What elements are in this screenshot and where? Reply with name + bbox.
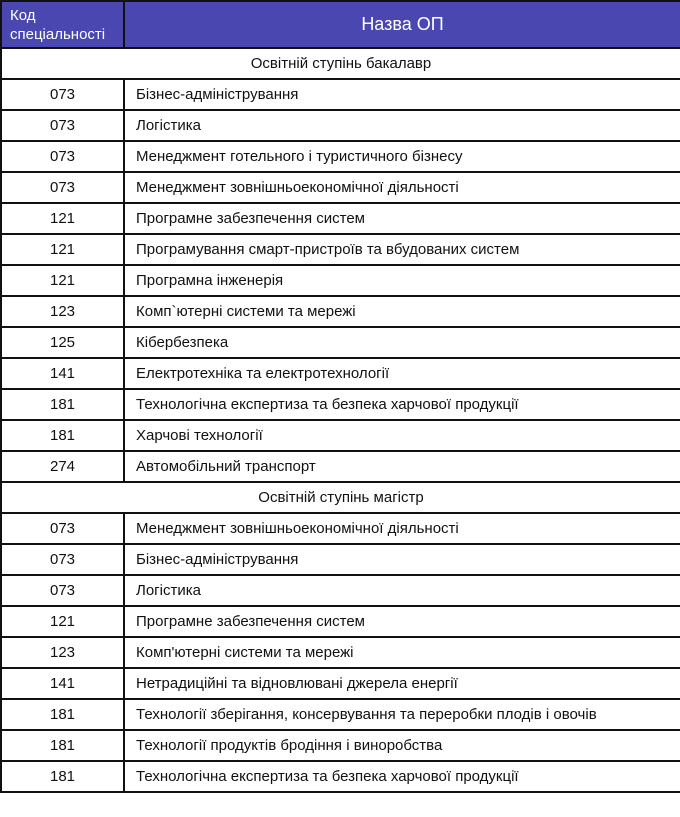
program-name: Комп'ютерні системи та мережі	[124, 637, 680, 668]
program-name: Кібербезпека	[124, 327, 680, 358]
table-row	[1, 451, 680, 482]
specialty-code: 121	[1, 606, 124, 637]
table-row	[1, 327, 680, 358]
specialty-code: 123	[1, 637, 124, 668]
table-row	[1, 389, 680, 420]
program-name: Комп`ютерні системи та мережі	[124, 296, 680, 327]
program-name: Технології продуктів бродіння і виноробства	[124, 730, 680, 761]
program-name: Технологічна експертиза та безпека харчової продукції	[124, 389, 680, 420]
specialty-code: 181	[1, 730, 124, 761]
table-row	[1, 265, 680, 296]
program-name: Програмна інженерія	[124, 265, 680, 296]
specialty-code: 181	[1, 389, 124, 420]
table-row	[1, 420, 680, 451]
program-name: Логістика	[124, 110, 680, 141]
specialty-code: 181	[1, 761, 124, 792]
table-row	[1, 234, 680, 265]
specialty-code: 121	[1, 265, 124, 296]
specialty-code: 121	[1, 234, 124, 265]
specialty-code: 121	[1, 203, 124, 234]
table-row	[1, 637, 680, 668]
specialty-code: 073	[1, 513, 124, 544]
table-row	[1, 296, 680, 327]
table-row	[1, 141, 680, 172]
table-row	[1, 358, 680, 389]
program-name: Бізнес-адміністрування	[124, 79, 680, 110]
specialty-code: 073	[1, 544, 124, 575]
table-body	[1, 48, 680, 792]
table-row	[1, 513, 680, 544]
section-row	[1, 482, 680, 513]
program-name: Програмне забезпечення систем	[124, 203, 680, 234]
program-name: Технології зберігання, консервування та переробки плодів і овочів	[124, 699, 680, 730]
table-row	[1, 110, 680, 141]
section-row	[1, 48, 680, 79]
table-row	[1, 761, 680, 792]
program-name: Бізнес-адміністрування	[124, 544, 680, 575]
specialty-code: 274	[1, 451, 124, 482]
header-name: Назва ОП	[124, 1, 680, 48]
program-name: Електротехніка та електротехнології	[124, 358, 680, 389]
table-row	[1, 172, 680, 203]
specialty-code: 073	[1, 141, 124, 172]
program-name: Харчові технології	[124, 420, 680, 451]
table-row	[1, 575, 680, 606]
section-title: Освітній ступінь магістр	[1, 482, 680, 513]
specialty-code: 073	[1, 79, 124, 110]
specialty-code: 181	[1, 420, 124, 451]
table-header-row	[1, 1, 680, 48]
program-name: Програмне забезпечення систем	[124, 606, 680, 637]
specialty-code: 073	[1, 110, 124, 141]
table-row	[1, 668, 680, 699]
program-name: Технологічна експертиза та безпека харчової продукції	[124, 761, 680, 792]
program-name: Менеджмент зовнішньоекономічної діяльності	[124, 172, 680, 203]
program-name: Менеджмент зовнішньоекономічної діяльності	[124, 513, 680, 544]
specialty-code: 125	[1, 327, 124, 358]
header-code: Код спеціальності	[1, 1, 124, 48]
specialty-code: 141	[1, 358, 124, 389]
program-name: Програмування смарт-пристроїв та вбудованих систем	[124, 234, 680, 265]
specialty-code: 181	[1, 699, 124, 730]
program-name: Нетрадиційні та відновлювані джерела енергії	[124, 668, 680, 699]
table-row	[1, 79, 680, 110]
table-row	[1, 203, 680, 234]
specialty-code: 073	[1, 172, 124, 203]
specialty-code: 141	[1, 668, 124, 699]
specialty-code: 123	[1, 296, 124, 327]
table-row	[1, 699, 680, 730]
table-row	[1, 730, 680, 761]
program-name: Менеджмент готельного і туристичного бізнесу	[124, 141, 680, 172]
program-name: Логістика	[124, 575, 680, 606]
specialty-code: 073	[1, 575, 124, 606]
table-row	[1, 606, 680, 637]
table-row	[1, 544, 680, 575]
program-name: Автомобільний транспорт	[124, 451, 680, 482]
section-title: Освітній ступінь бакалавр	[1, 48, 680, 79]
